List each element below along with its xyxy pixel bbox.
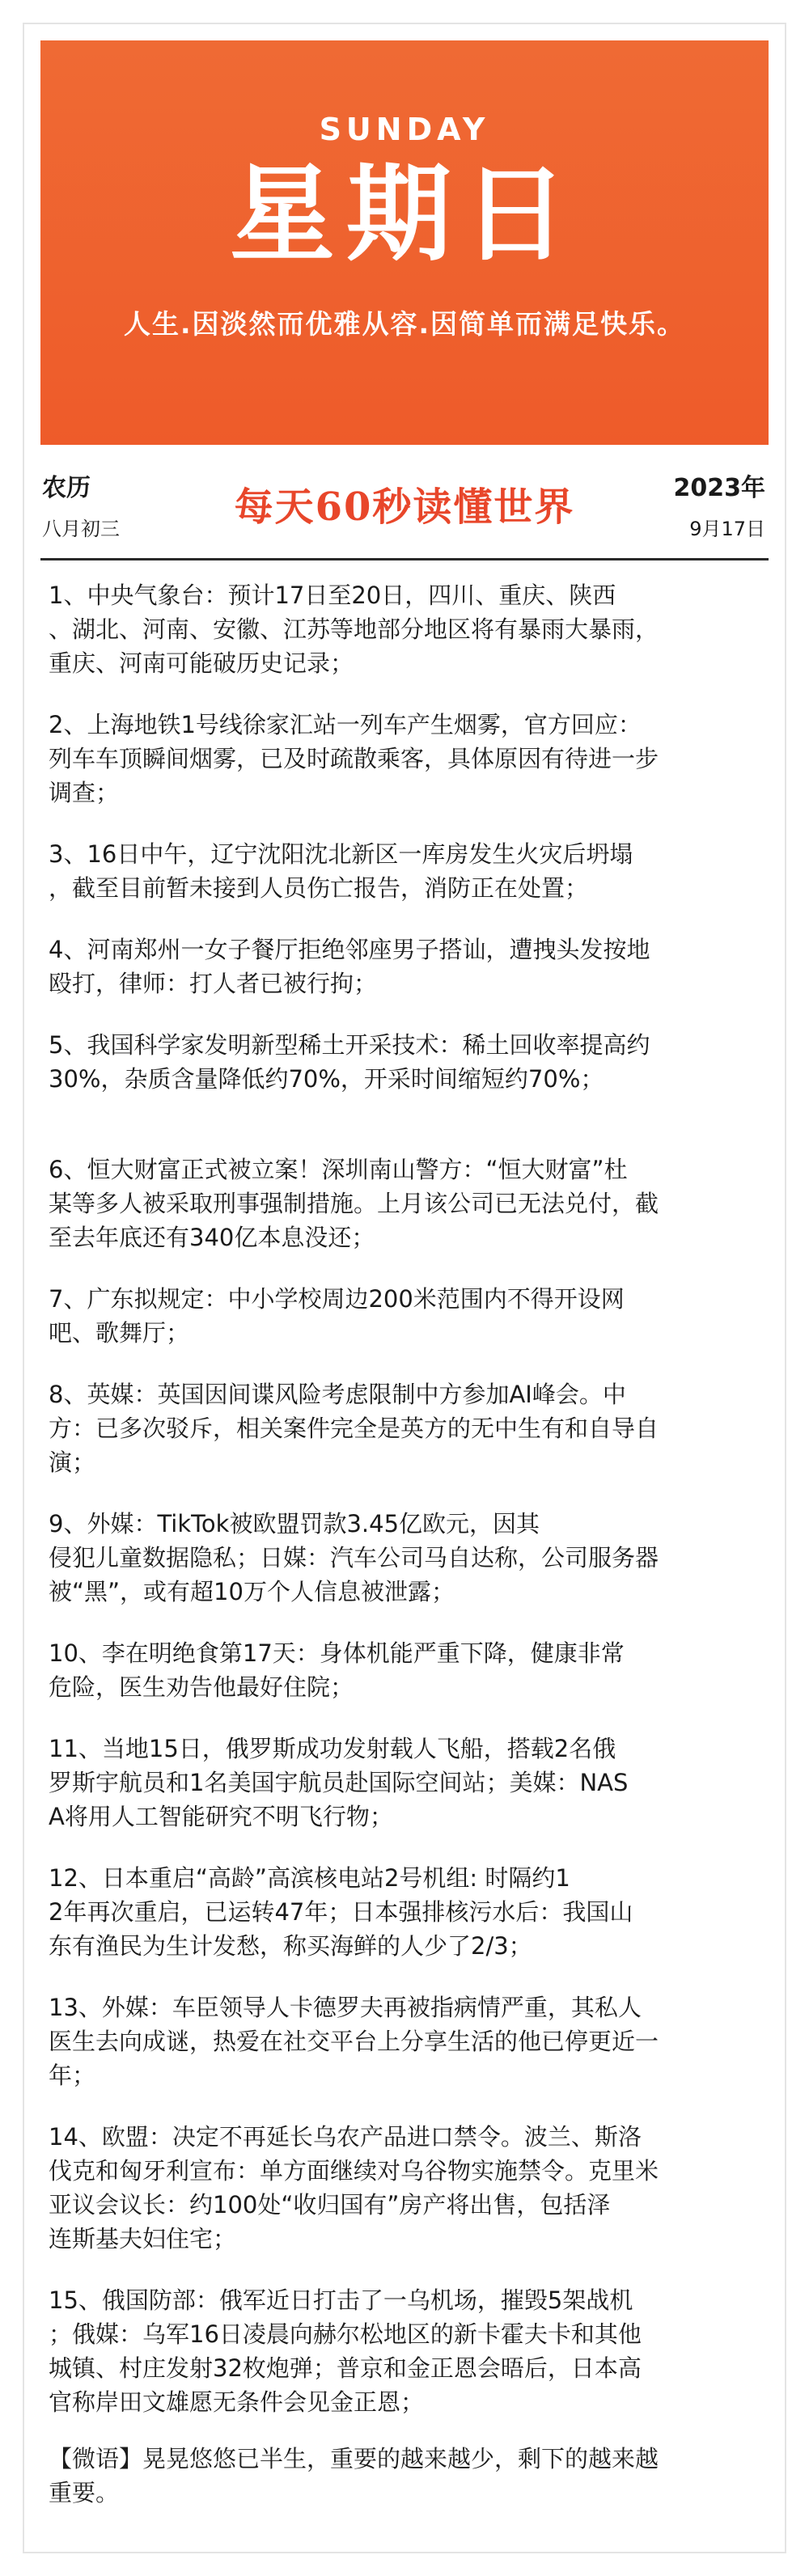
gregorian-date-block bbox=[674, 472, 766, 545]
news-item: 10、李在明绝食第17天：身体机能严重下降，健康非常 危险，医生劝告他最好住院； bbox=[49, 1639, 625, 1701]
news-item: 12、日本重启“高龄”高滨核电站2号机组: 时隔约1 2年再次重启，已运转47年；日本强排核污水后：我国山 东有渔民为生计发愁，称买海鲜的人少了2/3； bbox=[49, 1864, 633, 1960]
news-item: 8、英媒：英国因间谍风险考虑限制中方参加AI峰会。中 方：已多次驳斥，相关案件完全是英方的无中生有和自导自 演； bbox=[49, 1381, 659, 1476]
news-item: 3、16日中午，辽宁沈阳沈北新区一库房发生火灾后坍塌 ，截至目前暂未接到人员伤亡报告，消防正在处置； bbox=[49, 840, 633, 902]
news-item: 1、中央气象台：预计17日至20日，四川、重庆、陕西 、湖北、河南、安徽、江苏等地部分地区将有暴雨大暴雨， 重庆、河南可能破历史记录； bbox=[49, 582, 659, 677]
lunar-date: 八月初三 bbox=[42, 518, 120, 540]
date-header bbox=[40, 469, 769, 550]
news-item: 14、欧盟：决定不再延长乌农产品进口禁令。波兰、斯洛 伐克和匈牙利宣布：单方面继续对乌谷物实施禁令。克里米 亚议会议长：约100处“收归国有”房产将出售，包括泽 连斯基夫妇住宅； bbox=[49, 2123, 659, 2252]
news-item: 7、广东拟规定：中小学校周边200米范围内不得开设网 吧、歌舞厅； bbox=[49, 1285, 625, 1347]
month-day: 9月17日 bbox=[689, 518, 765, 540]
lunar-label: 农历 bbox=[42, 474, 91, 502]
banner-weekday-cn: 星期日 bbox=[229, 153, 579, 276]
news-item: 2、上海地铁1号线徐家汇站一列车产生烟雾，官方回应： 列车车顶瞬间烟雾，已及时疏散乘客，具体原因有待进一步 调查； bbox=[49, 711, 659, 806]
banner-slogan: 人生.因淡然而优雅从容.因简单而满足快乐。 bbox=[123, 308, 686, 340]
news-item: 4、河南郑州一女子餐厅拒绝邻座男子搭讪，遭拽头发按地 殴打，律师：打人者已被行拘； bbox=[49, 936, 650, 997]
daily-quote: 【微语】晃晃悠悠已半生，重要的越来越少，剩下的越来越 重要。 bbox=[49, 2445, 659, 2506]
banner-weekday-en: SUNDAY bbox=[319, 112, 490, 147]
news-item: 9、外媒：TikTok被欧盟罚款3.45亿欧元，因其 侵犯儿童数据隐私；日媒：汽车公司马自达称，公司服务器 被“黑”，或有超10万个人信息被泄露； bbox=[49, 1510, 659, 1605]
year: 2023年 bbox=[673, 474, 765, 502]
news-list bbox=[49, 578, 760, 2510]
header-banner bbox=[40, 40, 769, 445]
news-item: 15、俄国防部：俄军近日打击了一乌机场，摧毁5架战机 ；俄媒：乌军16日凌晨向赫尔松地区的新卡霍夫卡和其他 城镇、村庄发射32枚炮弹；普京和金正恩会晤后，日本高 官称岸田文雄愿无条件会见金正恩； bbox=[49, 2286, 642, 2416]
news-item: 13、外媒：车臣领导人卡德罗夫再被指病情严重，其私人 医生去向成谜，热爱在社交平台上分享生活的他已停更近一 年； bbox=[49, 1994, 659, 2089]
news-item: 6、恒大财富正式被立案！深圳南山警方：“恒大财富”杜 某等多人被采取刑事强制措施。上月该公司已无法兑付，截 至去年底还有340亿本息没还； bbox=[49, 1156, 659, 1251]
page-title: 每天60秒读懂世界 bbox=[234, 484, 575, 530]
news-item: 11、当地15日，俄罗斯成功发射载人飞船，搭载2名俄 罗斯宇航员和1名美国宇航员赴国际空间站；美媒：NAS A将用人工智能研究不明飞行物； bbox=[49, 1735, 629, 1830]
news-item: 5、我国科学家发明新型稀土开采技术：稀土回收率提高约 30%，杂质含量降低约70%，开采时间缩短约70%； bbox=[49, 1031, 650, 1093]
divider bbox=[40, 558, 769, 560]
